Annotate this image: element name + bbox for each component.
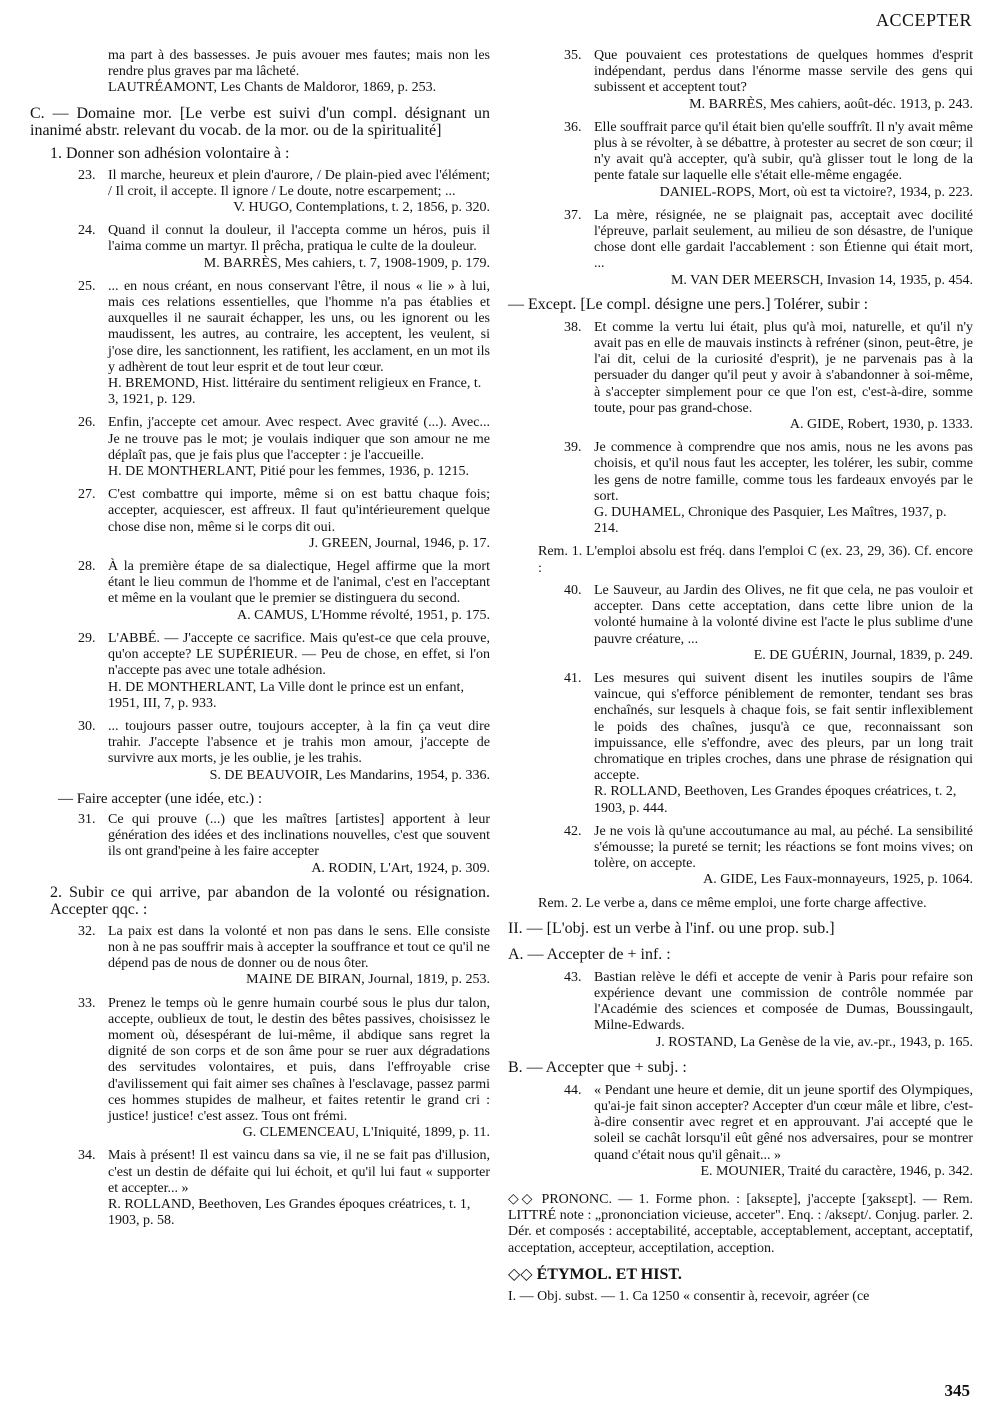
example-number: 34. <box>78 1148 96 1164</box>
right-column <box>508 48 973 1305</box>
example-number: 39. <box>564 440 582 456</box>
section-a-heading: A. — Accepter de + inf. : <box>508 945 671 963</box>
example-number: 38. <box>564 319 582 335</box>
example-number: 26. <box>78 415 96 431</box>
example-28 <box>30 559 490 624</box>
example-source: R. ROLLAND, Beethoven, Les Grandes époques créatrices, t. 1, 1903, p. 58. <box>108 1196 471 1229</box>
example-source: S. DE BEAUVOIR, Les Mandarins, 1954, p. 336. <box>209 767 490 783</box>
example-text: Mais à présent! Il est vaincu dans sa vie, il ne se fait pas d'illusion, c'est un destin de défaite qui lui échoit, et qu'il lui faut « supporter et accepter... » <box>108 1148 490 1196</box>
example-text: L'ABBÉ. — J'accepte ce sacrifice. Mais qu'est-ce que cela prouve, qu'on accepte? LE SUPÉRIEUR. — Peu de chose, en effet, si l'on n'accepte pas avec une totale adhésion. <box>108 630 490 679</box>
example-number: 37. <box>564 207 582 223</box>
example-32 <box>30 924 490 989</box>
example-24 <box>30 223 490 272</box>
example-source: M. BARRÈS, Mes cahiers, t. 7, 1908-1909, p. 179. <box>203 255 490 271</box>
intro-source: LAUTRÉAMONT, Les Chants de Maldoror, 1869, p. 253. <box>108 80 437 96</box>
example-number: 35. <box>564 48 582 63</box>
example-number: 36. <box>564 119 582 135</box>
example-37 <box>508 208 973 289</box>
example-text: C'est combattre qui importe, même si on est battu chaque fois; accepter, acquiescer, est affreux. Il faut qu'intérieurement quelque chose dise non, même si le corps dit oui. <box>108 487 490 535</box>
example-text: Et comme la vertu lui était, plus qu'à moi, naturelle, et qu'il n'y avait pas en elle de mauvais instincts à refréner (sinon, peut-être, je l'ai dit, celui de la curiosité d'esprit), je ne parvenais pas à la persuader du danger qu'il peut y avoir à s'abandonner à soi-même, à s'accepter simplement pour ce que l'on est, c'est-à-dire, somme toute, pour pas grand-chose. <box>594 319 973 416</box>
example-42 <box>508 824 973 889</box>
left-column <box>30 48 490 1236</box>
example-source: H. DE MONTHERLANT, La Ville dont le prince est un enfant, 1951, III, 7, p. 933. <box>108 679 464 711</box>
example-text: Ce qui prouve (...) que les maîtres [artistes] apportent à leur génération des idées et des inclinations nouvelles, c'est que souvent ils ont grand'peine à les faire accepter <box>108 811 490 860</box>
example-text: Enfin, j'accepte cet amour. Avec respect. Avec gravité (...). Avec... Je ne trouve pas le mot; je voulais indiquer que son amour ne me déplaît pas, que je fais plus que l'accepter : je l'accueille. <box>108 415 490 463</box>
example-43 <box>508 970 973 1051</box>
example-source: G. DUHAMEL, Chronique des Pasquier, Les Maîtres, 1937, p. 214. <box>594 505 947 537</box>
example-number: 43. <box>564 969 582 985</box>
etymology-line: I. — Obj. subst. — 1. Ca 1250 « consentir à, recevoir, agréer (ce <box>508 1289 870 1304</box>
example-34 <box>30 1148 490 1229</box>
running-header: ACCEPTER <box>875 10 972 30</box>
example-source: H. DE MONTHERLANT, Pitié pour les femmes, 1936, p. 1215. <box>108 464 469 480</box>
remark-1: Rem. 1. L'emploi absolu est fréq. dans l'emploi C (ex. 23, 29, 36). Cf. encore : <box>538 544 973 576</box>
example-source: H. BREMOND, Hist. littéraire du sentiment religieux en France, t. 3, 1921, p. 129. <box>108 376 482 408</box>
remark-2: Rem. 2. Le verbe a, dans ce même emploi, une forte charge affective. <box>538 895 927 911</box>
example-41 <box>508 671 973 817</box>
example-text: Les mesures qui suivent disent les inutiles soupirs de l'âme vaincue, qui s'efforce péniblement de remonter, tendant ses bras enchaînés, sur lesquels à chaque fois, se fait sentir inflexiblement le poids des chaînes, jusqu'à ce que, reconnaissant son impuissance, elle s'effondre, avec des pleurs, par un long trait chromatique en triples croches, dans une phrase de résignation qui accepte. <box>594 670 973 784</box>
example-text: Je ne vois là qu'une accoutumance au mal, au péché. La sensibilité s'émousse; la pureté se ternit; les réactions se font moins vives; on tolère, on accepte. <box>594 823 973 872</box>
example-number: 23. <box>78 167 96 183</box>
example-source: A. CAMUS, L'Homme révolté, 1951, p. 175. <box>237 607 490 623</box>
example-source: A. RODIN, L'Art, 1924, p. 309. <box>311 860 490 876</box>
example-text: Le Sauveur, au Jardin des Olives, ne fit que cela, ne pas vouloir et accepter. Dans cette acceptation, dans cette libre union de la volonté humaine à la volonté divine est l'acte le plus sublime d'une pauvre créature, ... <box>594 582 973 647</box>
example-text: Bastian relève le défi et accepte de venir à Paris pour refaire son expérience devant une commission de contrôle nommée par l'Académie des sciences et composée de Dumas, Boussingault, Milne-Edwards. <box>594 969 973 1034</box>
example-26 <box>30 415 490 480</box>
example-text: À la première étape de sa dialectique, Hegel affirme que la mort étant le lieu commun de l'homme et de l'animal, c'est en l'acceptant et même en la voulant que le premier se distinguera du second. <box>108 559 490 607</box>
example-text: ... en nous créant, en nous conservant l'être, il nous « lie » à lui, mais ces relations essentielles, que l'homme n'a pas établies et auxquelles il ne saurait échapper, les uns, ou les ignorent ou les maudissent, les autres, au contraire, les acceptent, les veulent, si j'ose dire, les sanctionnent, les ratifient, les acclament, en un mot ils y adhèrent de tout leur esprit et de tout leur cœur. <box>108 278 490 375</box>
intro-quote <box>30 48 490 97</box>
example-number: 29. <box>78 630 96 646</box>
example-source: M. VAN DER MEERSCH, Invasion 14, 1935, p. 454. <box>670 272 973 288</box>
example-40 <box>508 583 973 664</box>
example-number: 31. <box>78 811 96 827</box>
example-number: 44. <box>564 1082 582 1098</box>
example-number: 42. <box>564 823 582 839</box>
faire-accepter-heading: — Faire accepter (une idée, etc.) : <box>58 790 263 807</box>
example-number: 25. <box>78 278 96 294</box>
example-number: 40. <box>564 582 582 598</box>
example-31 <box>30 812 490 877</box>
example-number: 30. <box>78 718 96 734</box>
example-text: Elle souffrait parce qu'il était bien qu'elle souffrît. Il n'y avait même plus à se révolter, à se débattre, à protester au secret de son cœur; il n'y avait qu'à accepter, qu'à subir, qu'à glisser tout le long de la pente fatale sur laquelle elle s'était elle-même engagée. <box>594 119 973 184</box>
example-text: « Pendant une heure et demie, dit un jeune sportif des Olympiques, qu'ai-je fait sinon accepter? Accepter d'un cœur mâle et libre, c'est-à-dire consentir avec regret et en approuvant. J'ai accepté que le soleil se cachât lorsqu'il eût gêné nos adversaires, pour se montrer quand c'était nous qu'il gênait... » <box>594 1082 973 1163</box>
example-39 <box>508 440 973 537</box>
example-number: 27. <box>78 487 96 503</box>
example-source: DANIEL-ROPS, Mort, où est ta victoire?, 1934, p. 223. <box>659 184 973 200</box>
example-number: 24. <box>78 223 96 239</box>
example-text: La paix est dans la volonté et non pas dans le sens. Elle consiste non à ne pas souffrir mais à accepter la souffrance et tout ce qu'il ne dépend pas de nous de donner ou de nous ôter. <box>108 923 490 972</box>
example-38 <box>508 320 973 433</box>
example-number: 41. <box>564 670 582 686</box>
etymology-heading <box>508 1267 973 1283</box>
sense-2-heading: 2. Subir ce qui arrive, par abandon de la volonté ou résignation. Accepter qqc. : <box>50 883 490 918</box>
example-33 <box>30 996 490 1142</box>
example-29 <box>30 631 490 712</box>
example-text: Je commence à comprendre que nos amis, nous ne les avons pas choisis, et qu'il nous faut les accepter, les tolérer, les subir, comme les gens de notre famille, comme tous les fardeaux envoyés par le sort. <box>594 440 973 504</box>
example-source: G. CLEMENCEAU, L'Iniquité, 1899, p. 11. <box>242 1125 490 1141</box>
sense-1-heading: 1. Donner son adhésion volontaire à : <box>50 144 290 162</box>
pronunciation-section: ◇◇ PRONONC. — 1. Forme phon. : [aksɛpte], j'accepte [ʒaksɛpt]. — Rem. LITTRÉ note : „prononciation vicieuse, acceter". Enq. : /aksɛpt/. Conjug. parler. 2. Dér. et composés : acceptabilité, acceptable, acceptablement, acceptant, acceptatif, acceptation, accepteur, acceptilation, acception. <box>508 1191 973 1256</box>
section-b-heading: B. — Accepter que + subj. : <box>508 1058 687 1076</box>
example-36 <box>508 120 973 201</box>
example-23 <box>30 168 490 217</box>
example-source: J. GREEN, Journal, 1946, p. 17. <box>309 535 490 551</box>
except-heading: — Except. [Le compl. désigne une pers.] Tolérer, subir : <box>508 295 869 313</box>
example-source: R. ROLLAND, Beethoven, Les Grandes époques créatrices, t. 2, 1903, p. 444. <box>594 784 957 816</box>
example-30 <box>30 719 490 784</box>
example-text: ... toujours passer outre, toujours accepter, à la fin ça veut dire trahir. J'accepte l'absence et je trahis mon amour, j'accepte de survivre aux morts, je les oublie, je les trahis. <box>108 718 490 767</box>
example-source: V. HUGO, Contemplations, t. 2, 1856, p. 320. <box>233 200 490 216</box>
example-text: Que pouvaient ces protestations de quelques hommes d'esprit indépendant, perdus dans l'énorme masse servile des gens qui subissent et acceptent tout? <box>594 48 973 96</box>
example-text: Prenez le temps où le genre humain courbé sous le plus dur talon, accepte, oublieux de tout, le destin des bêtes passives, choisissez le moment où, désespérant de lui-même, il abdique sans regret la dignité de son corps et de son âme pour se ruer aux dégradations des servitudes volontaires, et puis, dans l'effroyable crise d'avilissement qui fait aimer ses chaînes à l'esclavage, passez parmi ces hommes stupides de malheur, et faites retentir le grand cri : justice! justice! c'est assez. Tous ont frémi. <box>108 995 490 1124</box>
example-35 <box>508 48 973 113</box>
example-source: J. ROSTAND, La Genèse de la vie, av.-pr., 1943, p. 165. <box>655 1034 973 1050</box>
etymology-title: ◇◇ ÉTYMOL. ET HIST. <box>508 1265 682 1283</box>
example-number: 28. <box>78 559 96 575</box>
example-text: Il marche, heureux et plein d'aurore, / De plain-pied avec l'élément; / Il croit, il accepte. Il ignore / Le doute, notre escarpement; ... <box>108 167 490 199</box>
example-source: MAINE DE BIRAN, Journal, 1819, p. 253. <box>246 972 490 988</box>
example-source: A. GIDE, Les Faux-monnayeurs, 1925, p. 1064. <box>703 872 973 888</box>
example-text: La mère, résignée, ne se plaignait pas, acceptait avec docilité l'épreuve, parlait seulement, au milieu de son désastre, de l'unique chose dont elle gardait l'accablement : son Étienne qui était mort, ... <box>594 207 973 272</box>
page-number: 345 <box>944 1381 970 1400</box>
example-25 <box>30 279 490 409</box>
intro-text: ma part à des bassesses. Je puis avouer mes fautes; mais non les rendre plus graves par ma lâcheté. <box>108 48 490 80</box>
example-source: E. MOUNIER, Traité du caractère, 1946, p. 342. <box>700 1163 973 1179</box>
example-source: M. BARRÈS, Mes cahiers, août-déc. 1913, p. 243. <box>689 96 973 112</box>
example-44 <box>508 1083 973 1180</box>
section-c-heading: C. — Domaine mor. [Le verbe est suivi d'un compl. désignant un inanimé abstr. relevant du vocab. de la mor. ou de la spiritualité] <box>30 104 490 139</box>
example-source: A. GIDE, Robert, 1930, p. 1333. <box>789 417 973 433</box>
example-number: 33. <box>78 995 96 1011</box>
example-27 <box>30 487 490 552</box>
example-source: E. DE GUÉRIN, Journal, 1839, p. 249. <box>753 647 973 663</box>
section-ii-heading: II. — [L'obj. est un verbe à l'inf. ou une prop. sub.] <box>508 919 835 937</box>
example-number: 32. <box>78 923 96 939</box>
example-text: Quand il connut la douleur, il l'accepta comme un héros, puis il l'aima comme un martyr. Il prêcha, pratiqua le culte de la douleur. <box>108 223 490 255</box>
